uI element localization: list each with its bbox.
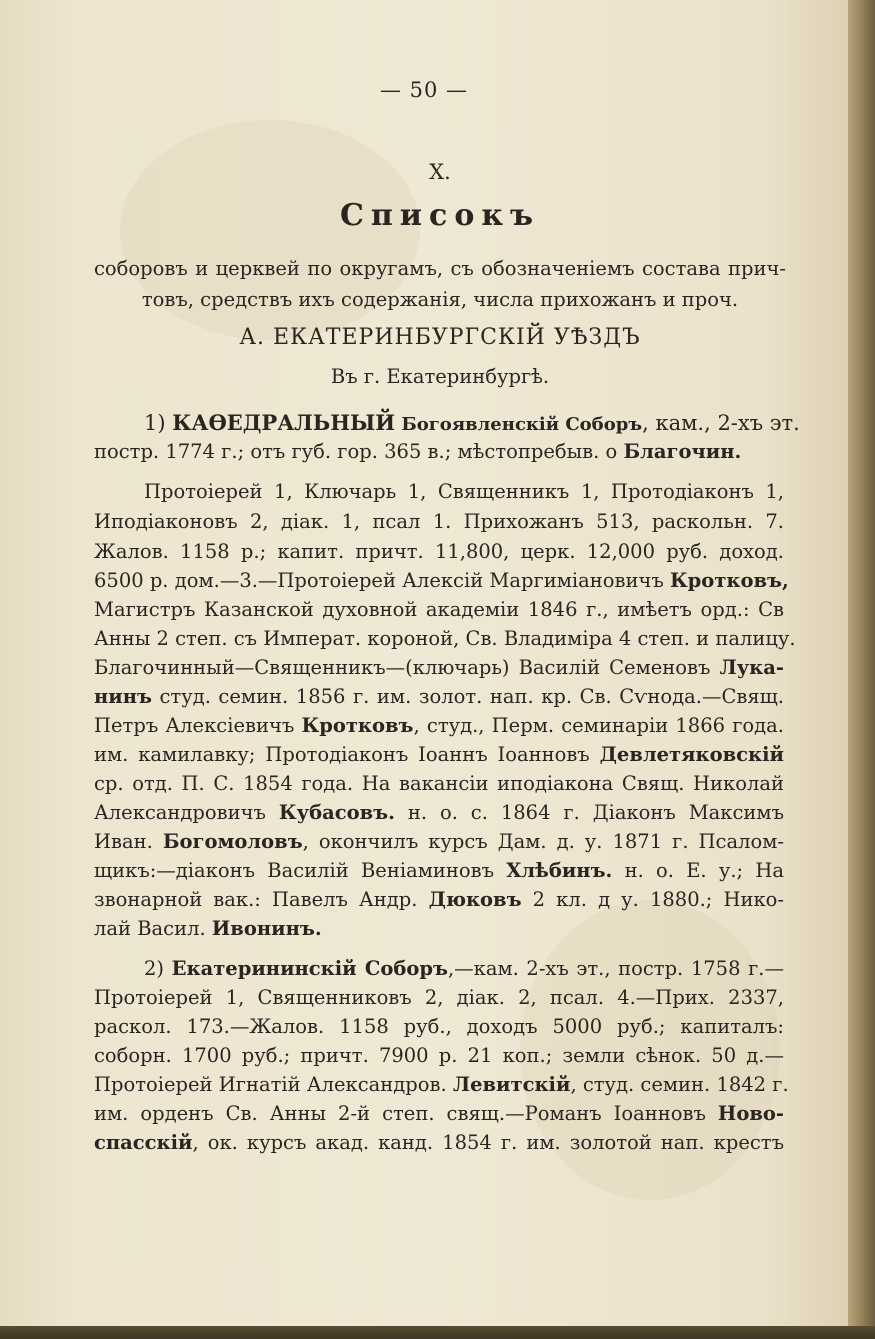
entry-1-line — [94, 569, 789, 592]
entry-text: Протоіерей 1, Ключарь 1, Священникъ 1, Протодіаконъ 1, — [144, 480, 784, 503]
entry-text: Петръ Алексіевичъ — [94, 714, 302, 737]
person-name: Богомоловъ — [162, 830, 303, 853]
church-name: Богоявленскій Соборъ — [395, 414, 643, 435]
entry-2-line: Протоіерей 1, Священниковъ 2, діак. 2, псал. 4.—Прих. 2337, — [94, 986, 784, 1009]
entry-1-line — [94, 888, 784, 911]
entry-1-line — [94, 801, 784, 824]
entry-text: студ. семин. 1856 г. им. золот. нап. кр. Св. Сѵнода.—Свящ. — [151, 685, 784, 708]
entry-text: н. о. Е. у.; На — [612, 859, 784, 882]
entry-text: , кам., 2-хъ эт. — [642, 411, 800, 435]
person-name: спасскій — [94, 1131, 193, 1154]
entry-1-line — [94, 656, 784, 679]
person-name: нинъ — [94, 685, 152, 708]
person-name: Ивонинъ. — [211, 917, 322, 940]
entry-1-line — [94, 410, 800, 435]
entry-1-line: Анны 2 степ. съ Императ. короной, Св. Владиміра 4 степ. и палицу. — [94, 627, 796, 650]
binding-edge — [0, 1326, 875, 1339]
entry-text: лай Васил. — [94, 917, 212, 940]
entry-1-line: Жалов. 1158 р.; капит. причт. 11,800, церк. 12,000 руб. доход. — [94, 540, 784, 563]
person-name: Девлетяковскій — [599, 743, 784, 766]
person-name: Ново- — [717, 1102, 784, 1125]
church-name: КАѲЕДРАЛЬНЫЙ — [172, 410, 396, 435]
district-heading: А. ЕКАТЕРИНБУРГСКІЙ УѢЗДЪ — [239, 325, 641, 350]
entry-text: ,—кам. 2-хъ эт., постр. 1758 г.— — [447, 957, 784, 980]
entry-2-line — [94, 1073, 789, 1096]
entry-2-line: соборн. 1700 руб.; причт. 7900 р. 21 коп.; земли сѣнок. 50 д.— — [94, 1044, 784, 1067]
entry-2-line — [94, 1131, 784, 1154]
entry-1-line — [94, 743, 784, 766]
entry-number: 2) — [144, 957, 172, 980]
entry-text: , окончилъ курсъ Дам. д. у. 1871 г. Псалом- — [302, 830, 784, 853]
entry-1-line — [94, 440, 784, 463]
person-name: Кубасовъ. — [278, 801, 395, 824]
entry-text: 2 кл. д у. 1880.; Нико- — [521, 888, 784, 911]
person-name: Лука- — [719, 656, 784, 679]
entry-1-line — [94, 859, 784, 882]
section-numeral: X. — [429, 160, 451, 184]
entry-1-line: ср. отд. П. С. 1854 года. На вакансіи иподіакона Свящ. Николай — [94, 772, 784, 795]
entry-text: Александровичъ — [94, 801, 279, 824]
entry-2-line — [94, 957, 784, 980]
entry-1-line — [94, 685, 784, 708]
entry-text: им. камилавку; Протодіаконъ Іоаннъ Іоанновъ — [94, 743, 600, 766]
entry-2-line — [94, 1102, 784, 1125]
person-name: Кротковъ, — [669, 569, 789, 592]
church-name: Екатерининскій Соборъ — [171, 957, 448, 980]
subtitle-line: соборовъ и церквей по округамъ, съ обозначеніемъ состава прич- — [94, 257, 786, 280]
entry-1-line — [94, 830, 784, 853]
entry-text: Протоіерей Игнатій Александров. — [94, 1073, 453, 1096]
page-title: Списокъ — [339, 198, 541, 233]
entry-text: Благочинный—Священникъ—(ключарь) Василій Семеновъ — [94, 656, 720, 679]
entry-1-line — [94, 480, 784, 503]
person-name: Дюковъ — [428, 888, 522, 911]
entry-text: постр. 1774 г.; отъ губ. гор. 365 в.; мѣстопребыв. о — [94, 440, 624, 463]
entry-text: им. орденъ Св. Анны 2-й степ. свящ.—Романъ Іоанновъ — [94, 1102, 718, 1125]
entry-1-line — [94, 714, 784, 737]
entry-text: , студ. семин. 1842 г. — [570, 1073, 789, 1096]
entry-text: , студ., Перм. семинаріи 1866 года. — [413, 714, 784, 737]
entry-number: 1) — [144, 411, 173, 435]
entry-2-line: раскол. 173.—Жалов. 1158 руб., доходъ 5000 руб.; капиталъ: — [94, 1015, 784, 1038]
entry-text: 6500 р. дом.—3.—Протоіерей Алексій Маргиміановичъ — [94, 569, 670, 592]
entry-text: н. о. с. 1864 г. Діаконъ Максимъ — [394, 801, 784, 824]
entry-text: , ок. курсъ акад. канд. 1854 г. им. золотой нап. крестъ — [192, 1131, 784, 1154]
entry-text: звонарной вак.: Павелъ Андр. — [94, 888, 429, 911]
entry-1-line: Магистръ Казанской духовной академіи 1846 г., имѣетъ орд.: Св — [94, 598, 784, 621]
dean-label: Благочин. — [623, 440, 742, 463]
subtitle-line: товъ, средствъ ихъ содержанія, числа прихожанъ и проч. — [141, 288, 739, 311]
entry-text: Иван. — [94, 830, 163, 853]
page-number: — 50 — — [379, 78, 469, 102]
town-heading: Въ г. Екатеринбургѣ. — [330, 365, 550, 388]
entry-1-line: Иподіаконовъ 2, діак. 1, псал 1. Прихожанъ 513, раскольн. 7. — [94, 510, 784, 533]
entry-text: щикъ:—діаконъ Василій Веніаминовъ — [94, 859, 507, 882]
person-name: Левитскій — [452, 1073, 571, 1096]
person-name: Хлѣбинъ. — [506, 859, 613, 882]
person-name: Кротковъ — [301, 714, 414, 737]
entry-1-line — [94, 917, 784, 940]
